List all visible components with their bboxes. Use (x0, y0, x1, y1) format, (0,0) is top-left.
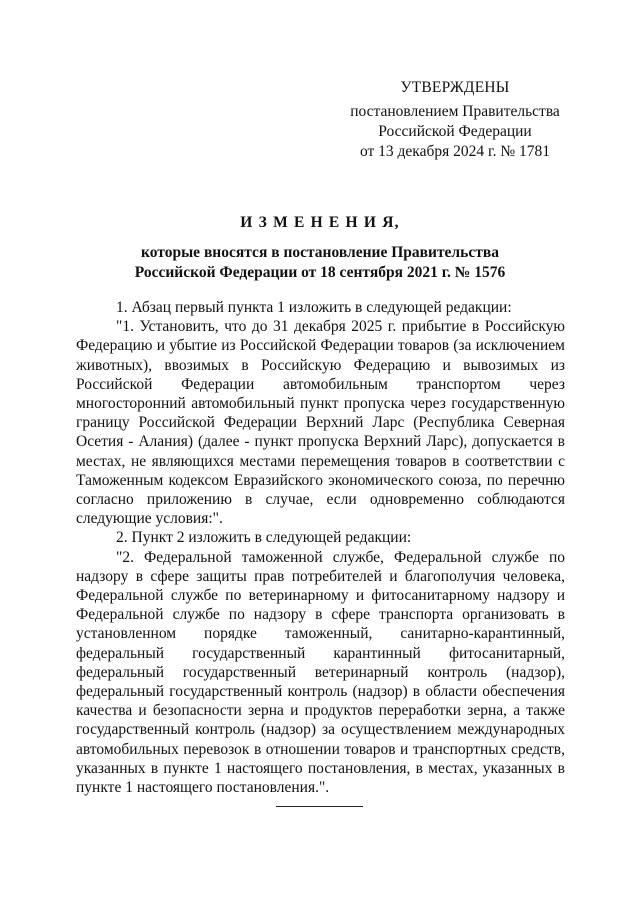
paragraph-item-2-text: "2. Федеральной таможенной службе, Федеральной службе по надзору в сфере защиты прав потребителей и благополучия человека, Федеральной службе по ветеринарному и фитосанитарному надзору и Федеральной службе по надзору в сфере транспорта организовать в установленном порядке таможенный, санитарно-карантинный, федеральный государственный карантинный фитосанитарный, федеральный государственный ветеринарный контроль (надзор), федеральный государственный контроль (надзор) в области обеспечения качества и безопасности зерна и продуктов переработки зерна, а также государственный контроль (надзор) за осуществлением международных автомобильных перевозок в отношении товаров и транспортных средств, указанных в пункте 1 настоящего постановления, в местах, указанных в пункте 1 настоящего постановления.". (76, 548, 565, 797)
document-body (76, 298, 565, 797)
approval-block (340, 78, 570, 162)
end-separator-line (276, 806, 363, 807)
approval-line-decree: постановлением Правительства (350, 103, 560, 120)
paragraph-item-2-intro: 2. Пункт 2 изложить в следующей редакции: (116, 529, 412, 547)
paragraph-item-1-intro: 1. Абзац первый пункта 1 изложить в следующей редакции: (116, 299, 512, 316)
document-subtitle-line-1: которые вносятся в постановление Правительства (141, 244, 499, 261)
document-subtitle-line-2: Российской Федерации от 18 сентября 2021 г. № 1576 (134, 264, 506, 281)
approval-line-country: Российской Федерации (378, 123, 532, 140)
paragraph-item-1-text: "1. Установить, что до 31 декабря 2025 г. прибытие в Российскую Федерацию и убытие из Российской Федерации товаров (за исключением животных), ввозимых в Российскую Федерацию и вывозимых из Российской Федерации автомобильным транспортом через многосторонний автомобильный пункт пропуска через государственную границу Российской Федерации Верхний Ларс (Республика Северная Осетия - Алания) (далее - пункт пропуска Верхний Ларс), допускается в местах, не являющихся местами перемещения товаров в соответствии с Таможенным кодексом Евразийского экономического союза, по перечню согласно приложению в случае, если одновременно соблюдаются следующие условия:". (76, 318, 565, 528)
approval-line-date: от 13 декабря 2024 г. № 1781 (359, 143, 551, 160)
document-title: И З М Е Н Е Н И Я, (240, 214, 400, 231)
approval-stamp-word: УТВЕРЖДЕНЫ (400, 79, 510, 96)
document-heading (60, 213, 580, 283)
